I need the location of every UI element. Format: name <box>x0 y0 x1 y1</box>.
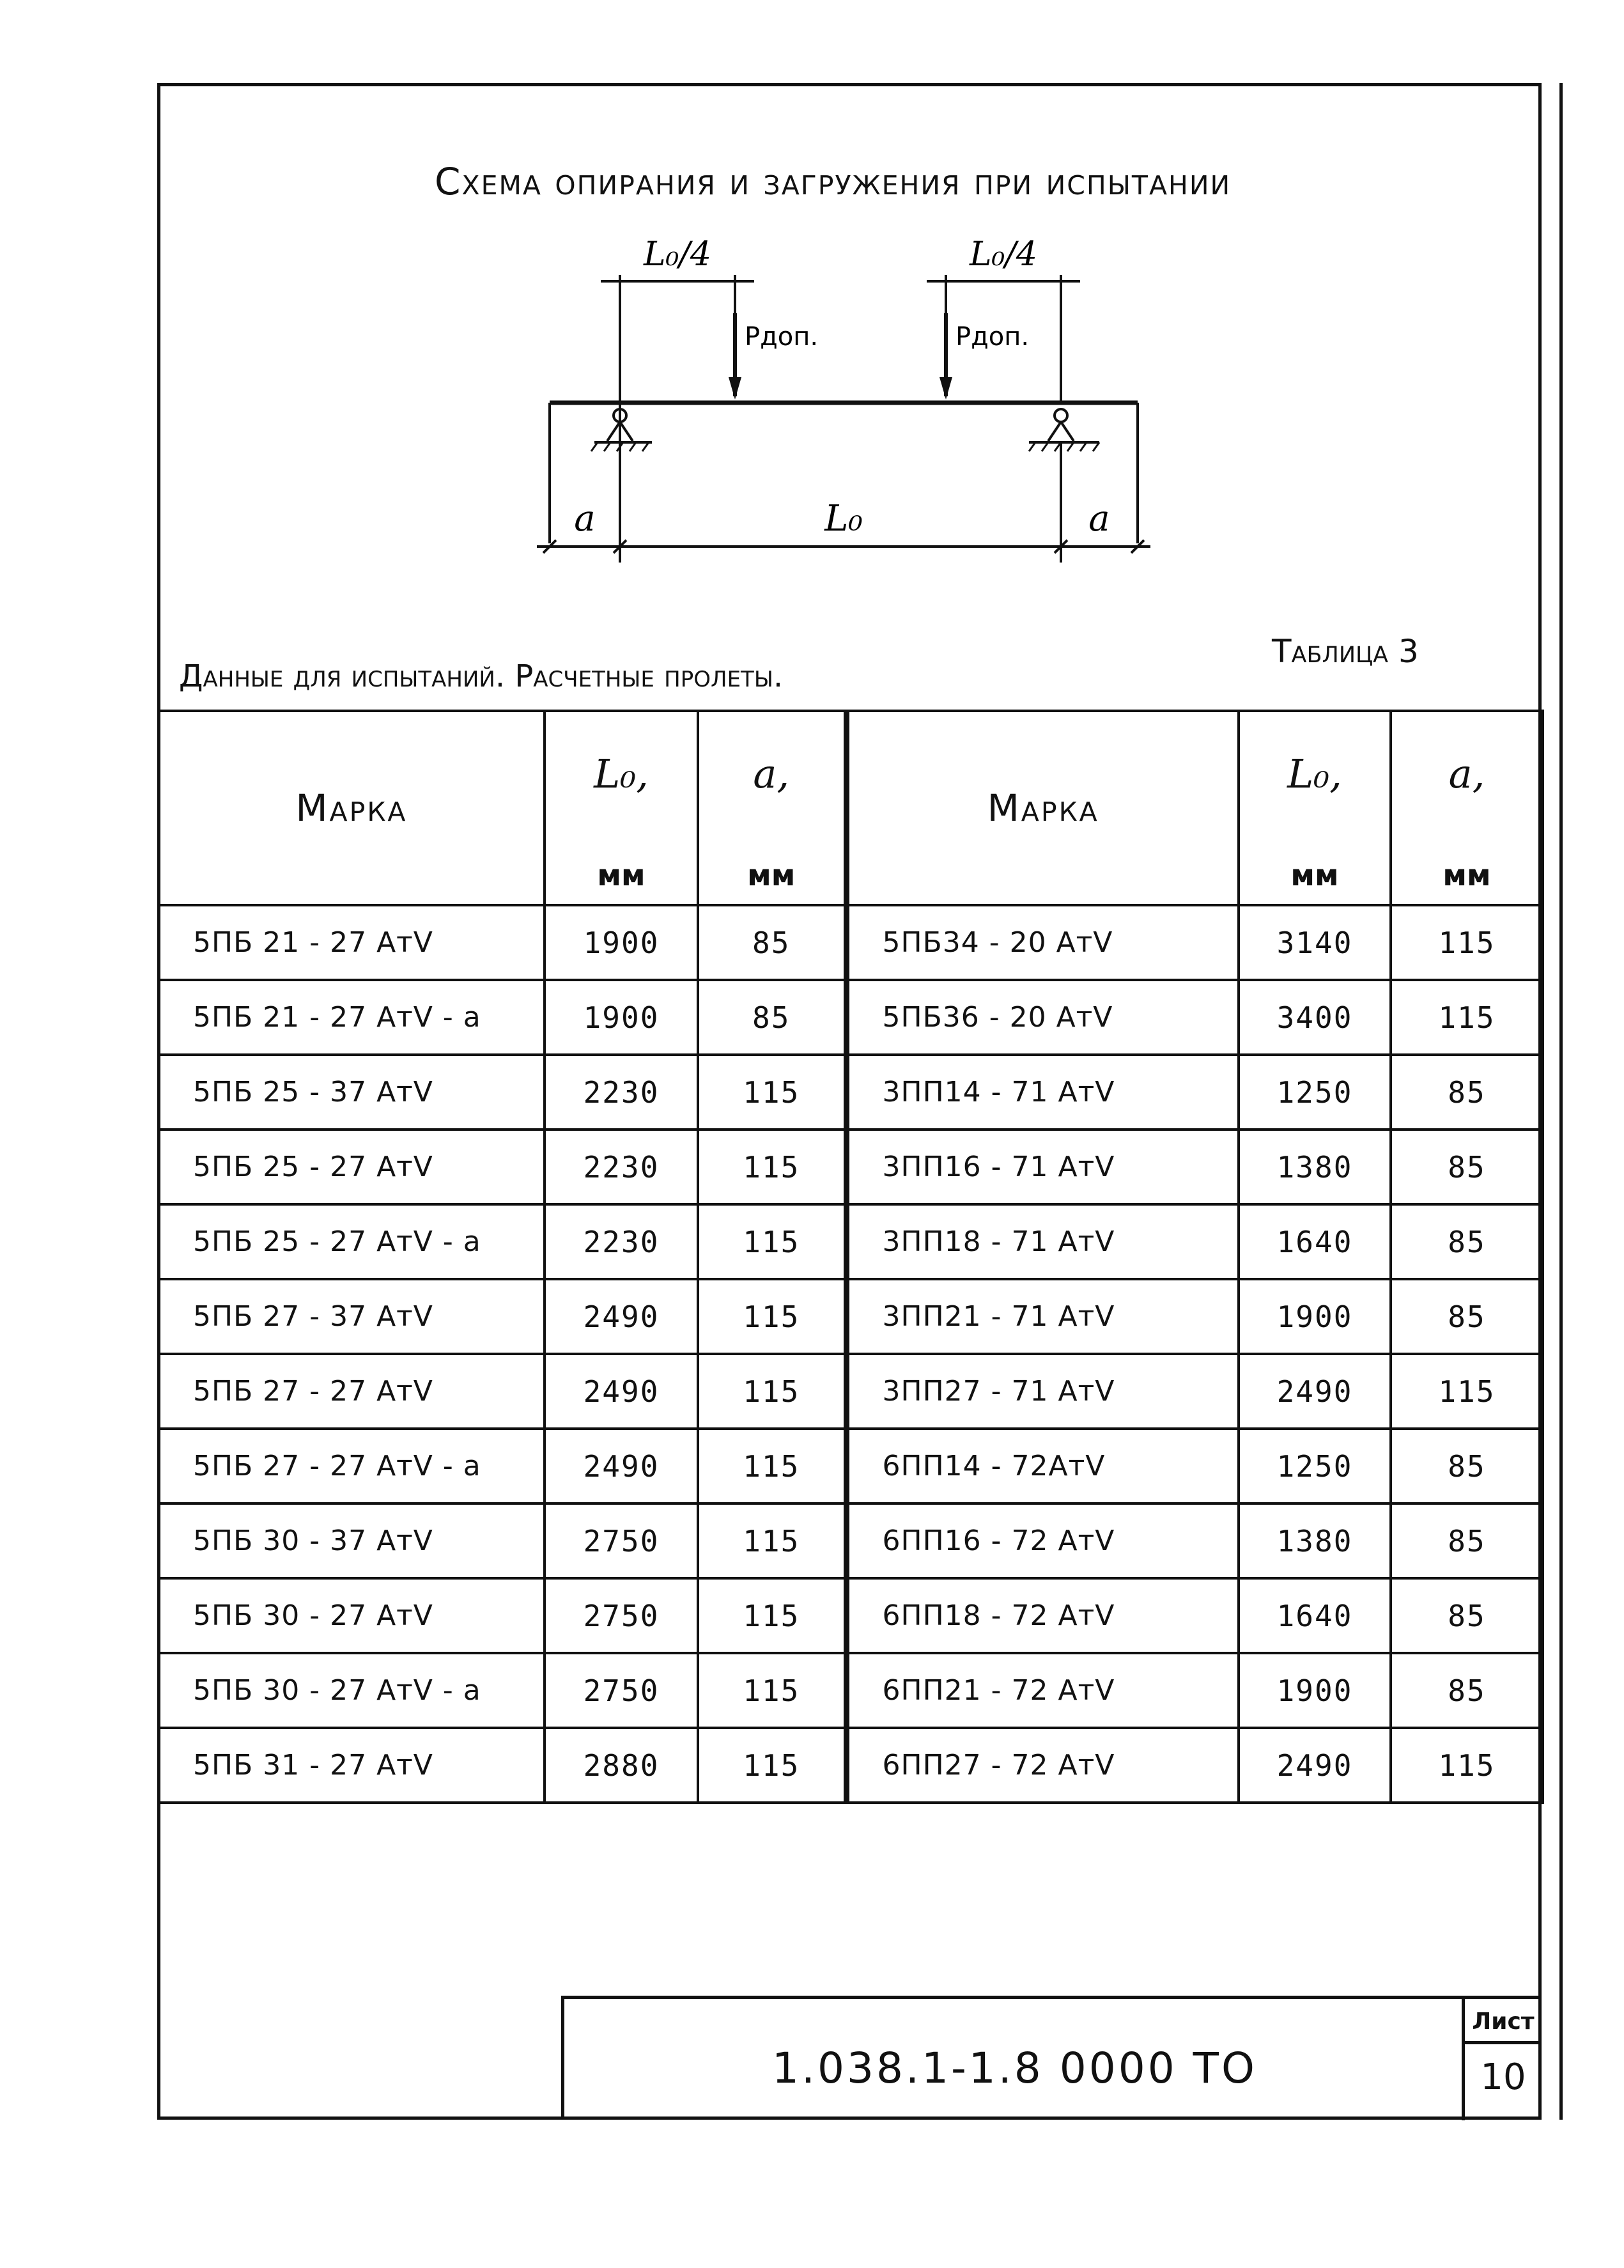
a-cell: 85 <box>698 905 846 980</box>
a-cell-2: 85 <box>1391 1055 1543 1130</box>
a-cell-2: 115 <box>1391 1354 1543 1429</box>
mark-cell-2: 6ПП16 - 72 АтV <box>846 1503 1239 1578</box>
l0-cell: 2230 <box>545 1204 698 1279</box>
table-header-row <box>159 711 1543 905</box>
mark-cell: 5ПБ 21 - 27 АтV - a <box>159 980 545 1055</box>
table-row <box>159 1279 1543 1354</box>
a-cell-2: 115 <box>1391 905 1543 980</box>
header-l0-2-symbol: L₀, <box>1287 750 1342 797</box>
data-caption: Данные для испытаний. Расчетные пролеты. <box>179 658 784 694</box>
l0-cell-2: 3400 <box>1239 980 1391 1055</box>
table-label: Таблица 3 <box>1272 633 1419 670</box>
header-mark-2: Марка <box>846 711 1239 905</box>
header-a-2-unit: мм <box>1442 858 1491 892</box>
l0-cell: 1900 <box>545 980 698 1055</box>
l0-cell-2: 1380 <box>1239 1130 1391 1204</box>
a-cell: 115 <box>698 1578 846 1653</box>
a-cell: 115 <box>698 1728 846 1803</box>
l0-cell-2: 2490 <box>1239 1728 1391 1803</box>
mark-cell: 5ПБ 25 - 37 АтV <box>159 1055 545 1130</box>
support-load-scheme <box>524 217 1163 575</box>
table-row <box>159 905 1543 980</box>
l0-cell-2: 1900 <box>1239 1653 1391 1728</box>
a-cell-2: 115 <box>1391 1728 1543 1803</box>
l0-cell: 2230 <box>545 1055 698 1130</box>
mark-cell: 5ПБ 30 - 37 АтV <box>159 1503 545 1578</box>
mark-cell-2: 3ПП16 - 71 АтV <box>846 1130 1239 1204</box>
mark-cell-2: 3ПП21 - 71 АтV <box>846 1279 1239 1354</box>
mark-cell: 5ПБ 30 - 27 АтV <box>159 1578 545 1653</box>
a-cell-2: 115 <box>1391 980 1543 1055</box>
mark-cell: 5ПБ 27 - 37 АтV <box>159 1279 545 1354</box>
a-cell-2: 85 <box>1391 1503 1543 1578</box>
l0-cell-2: 1380 <box>1239 1503 1391 1578</box>
l0-cell-2: 3140 <box>1239 905 1391 980</box>
l0-cell: 2880 <box>545 1728 698 1803</box>
quarter-span-label-left: L₀/4 <box>644 235 711 274</box>
mark-cell: 5ПБ 30 - 27 АтV - a <box>159 1653 545 1728</box>
mark-cell: 5ПБ 27 - 27 АтV <box>159 1354 545 1429</box>
table-row <box>159 1354 1543 1429</box>
l0-cell: 2750 <box>545 1653 698 1728</box>
mark-cell: 5ПБ 25 - 27 АтV - a <box>159 1204 545 1279</box>
span-label: L₀ <box>824 498 863 540</box>
mark-cell: 5ПБ 27 - 27 АтV - a <box>159 1429 545 1503</box>
l0-cell-2: 1640 <box>1239 1578 1391 1653</box>
mark-cell-2: 6ПП27 - 72 АтV <box>846 1728 1239 1803</box>
a-cell-2: 85 <box>1391 1429 1543 1503</box>
quarter-span-label-right: L₀/4 <box>970 235 1037 274</box>
l0-cell-2: 1250 <box>1239 1055 1391 1130</box>
table-row <box>159 1503 1543 1578</box>
l0-cell: 2490 <box>545 1279 698 1354</box>
a-cell-2: 85 <box>1391 1204 1543 1279</box>
l0-cell-2: 1250 <box>1239 1429 1391 1503</box>
header-a-2 <box>1391 711 1543 905</box>
a-cell-2: 85 <box>1391 1578 1543 1653</box>
header-a <box>698 711 846 905</box>
a-cell-2: 85 <box>1391 1130 1543 1204</box>
l0-cell: 2750 <box>545 1503 698 1578</box>
l0-cell: 2490 <box>545 1354 698 1429</box>
mark-cell-2: 6ПП18 - 72 АтV <box>846 1578 1239 1653</box>
header-l0-symbol: L₀, <box>594 750 649 797</box>
table-row <box>159 1204 1543 1279</box>
a-cell: 115 <box>698 1204 846 1279</box>
l0-cell: 1900 <box>545 905 698 980</box>
scheme-title: Схема опирания и загружения при испытании <box>435 160 1232 203</box>
mark-cell: 5ПБ 21 - 27 АтV <box>159 905 545 980</box>
mark-cell-2: 3ПП14 - 71 АтV <box>846 1055 1239 1130</box>
table-row <box>159 1728 1543 1803</box>
sheet-number: 10 <box>1480 2056 1526 2098</box>
a-cell: 115 <box>698 1130 846 1204</box>
header-a-2-symbol: a, <box>1448 750 1485 797</box>
table-row <box>159 1130 1543 1204</box>
table-row <box>159 1055 1543 1130</box>
header-a-unit: мм <box>747 858 796 892</box>
a-cell: 115 <box>698 1055 846 1130</box>
mark-cell-2: 6ПП21 - 72 АтV <box>846 1653 1239 1728</box>
table-row <box>159 1653 1543 1728</box>
a-cell-2: 85 <box>1391 1653 1543 1728</box>
l0-cell-2: 1640 <box>1239 1204 1391 1279</box>
binding-margin-rule <box>1559 83 1563 2120</box>
a-cell: 115 <box>698 1279 846 1354</box>
sheet-label: Лист <box>1465 2003 1542 2044</box>
a-cell: 85 <box>698 980 846 1055</box>
overhang-label-right: a <box>1088 498 1110 540</box>
a-cell: 115 <box>698 1503 846 1578</box>
mark-cell: 5ПБ 31 - 27 АтV <box>159 1728 545 1803</box>
l0-cell: 2230 <box>545 1130 698 1204</box>
l0-cell: 2490 <box>545 1429 698 1503</box>
a-cell: 115 <box>698 1429 846 1503</box>
header-l0 <box>545 711 698 905</box>
header-mark: Марка <box>159 711 545 905</box>
header-l0-2-unit: мм <box>1290 858 1339 892</box>
sheet-box <box>1462 1999 1542 2120</box>
mark-cell-2: 6ПП14 - 72АтV <box>846 1429 1239 1503</box>
l0-cell-2: 2490 <box>1239 1354 1391 1429</box>
header-l0-unit: мм <box>597 858 646 892</box>
load-label-left: Pдоп. <box>745 322 819 352</box>
load-label-right: Pдоп. <box>955 322 1030 352</box>
title-block <box>561 1996 1542 2120</box>
l0-cell-2: 1900 <box>1239 1279 1391 1354</box>
header-l0-2 <box>1239 711 1391 905</box>
mark-cell-2: 5ПБ34 - 20 АтV <box>846 905 1239 980</box>
mark-cell: 5ПБ 25 - 27 АтV <box>159 1130 545 1204</box>
a-cell: 115 <box>698 1653 846 1728</box>
header-a-symbol: a, <box>753 750 790 797</box>
a-cell-2: 85 <box>1391 1279 1543 1354</box>
document-code: 1.038.1-1.8 0000 ТО <box>772 2044 1257 2093</box>
table-row <box>159 1429 1543 1503</box>
spans-table <box>157 710 1544 1804</box>
mark-cell-2: 3ПП18 - 71 АтV <box>846 1204 1239 1279</box>
a-cell: 115 <box>698 1354 846 1429</box>
mark-cell-2: 5ПБ36 - 20 АтV <box>846 980 1239 1055</box>
table-row <box>159 980 1543 1055</box>
l0-cell: 2750 <box>545 1578 698 1653</box>
mark-cell-2: 3ПП27 - 71 АтV <box>846 1354 1239 1429</box>
table-row <box>159 1578 1543 1653</box>
overhang-label-left: a <box>574 498 596 540</box>
